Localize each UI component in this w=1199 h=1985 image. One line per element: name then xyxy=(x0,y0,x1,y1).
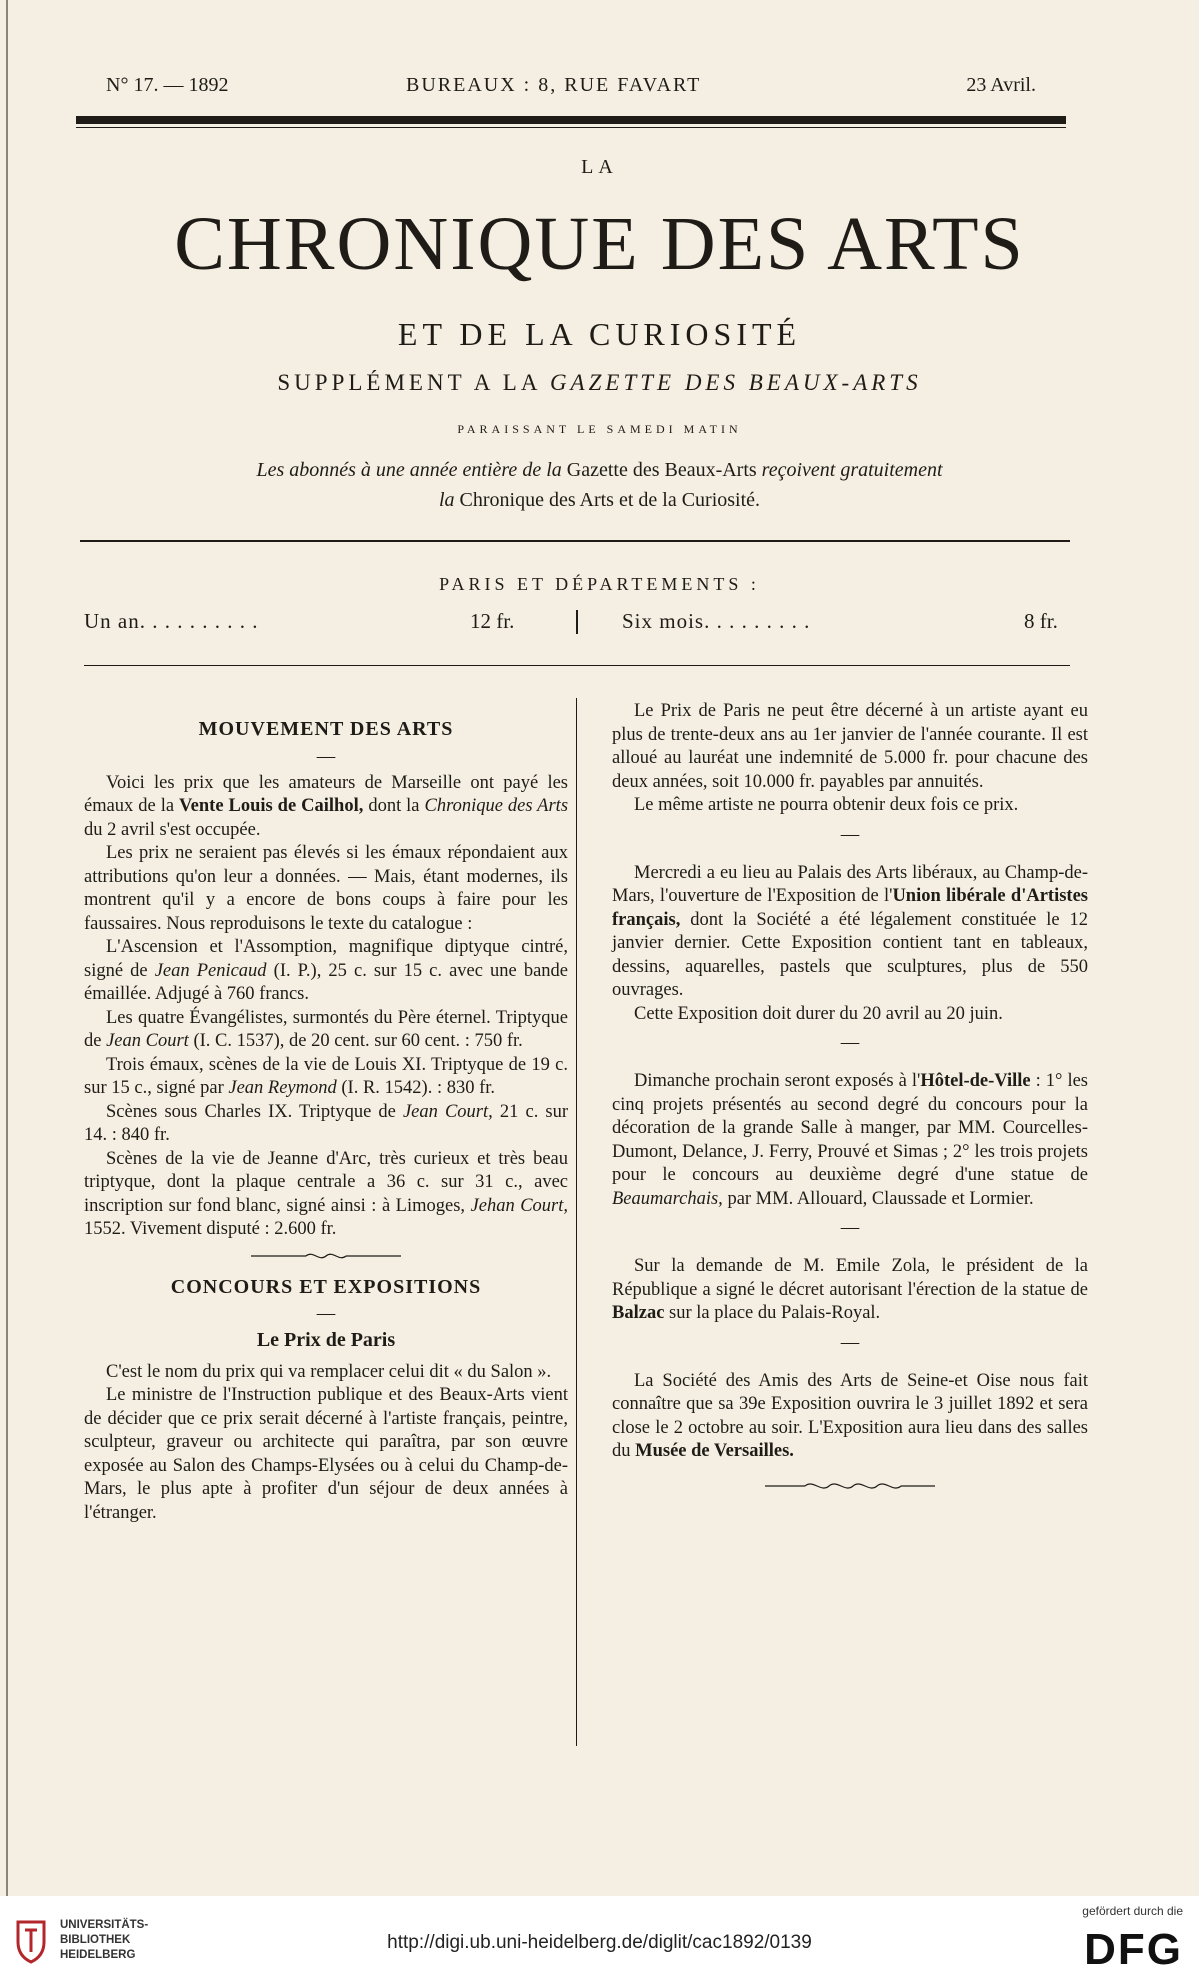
separator-dash: — xyxy=(840,824,860,845)
subscriber-note-1: Les abonnés à une année entière de la xyxy=(256,459,562,481)
paragraph-intro xyxy=(84,772,568,843)
p1b: Vente Louis de Cailhol, xyxy=(179,796,364,816)
university-line-2: BIBLIOTHEK xyxy=(60,1934,131,1946)
price-year-label: Un an. . . . . . . . . . xyxy=(84,609,259,633)
price-half-label: Six mois. . . . . . . . . xyxy=(622,609,811,633)
separator-dash: — xyxy=(316,1304,336,1324)
paragraph-prix-2: Le ministre de l'Instruction publique et des Beaux-Arts vient de décider que ce prix serait décerné à l'artiste français, peintre, sculpteur, graveur ou architecte qui paraîtra, par son œuvre exposée au Salon des Champs-Elysées ou à celui du Champ-de-Mars, le plus apte à profiter d'un séjour de deux années à l'étranger. xyxy=(84,1385,568,1523)
p7b: Jehan Court, xyxy=(470,1195,569,1216)
paragraph-lot-3 xyxy=(84,1054,568,1101)
masthead-rule-thin xyxy=(76,127,1066,128)
funding-label: gefördert durch die xyxy=(1082,1904,1183,1918)
supplement-prefix: SUPPLÉMENT A LA xyxy=(277,370,541,395)
journal-subtitle: ET DE LA CURIOSITÉ xyxy=(397,316,802,352)
p5a: Trois émaux, scènes de la vie de Louis XI. Triptyque de 19 c. sur 15 c., signé par xyxy=(84,1054,568,1098)
p1a: Voici les prix que les amateurs de Marseille ont payé les émaux de la xyxy=(84,772,568,816)
heading-mouvement: MOUVEMENT DES ARTS xyxy=(198,718,454,740)
r7b: Musée de Versailles. xyxy=(635,1441,794,1461)
p3a: L'Ascension et l'Assomption, magnifique diptyque cintré, signé de xyxy=(84,937,568,981)
r6c: sur la place du Palais-Royal. xyxy=(669,1303,881,1323)
p6a: Scènes sous Charles IX. Triptyque de xyxy=(106,1101,396,1122)
p5b: Jean Reymond xyxy=(228,1078,337,1098)
left-column xyxy=(84,718,568,1525)
right-column xyxy=(612,700,1088,1506)
p7a: Scènes de la vie de Jeanne d'Arc, très curieux et très beau triptyque, dont la plaque centrale a 36 c. sur 31 c., avec inscription sur fond blanc, signé ainsi : à Limoges, xyxy=(84,1148,568,1216)
paragraph-union-liberale xyxy=(612,862,1088,1003)
paragraph-lot-2 xyxy=(84,1007,568,1054)
r6a: Sur la demande de M. Emile Zola, le président de la République a signé le décret autorisant l'érection de la statue de xyxy=(612,1256,1088,1300)
price-rule-top xyxy=(80,540,1070,542)
heading-concours: CONCOURS ET EXPOSITIONS xyxy=(170,1275,482,1298)
subscriber-note-4: la xyxy=(438,489,455,511)
price-half: 8 fr. xyxy=(1024,609,1058,633)
masthead-rule xyxy=(76,116,1066,124)
r3b: Union libérale d'Artistes français, xyxy=(612,886,1088,930)
dfg-logo: DFG xyxy=(1084,1925,1183,1974)
supplement-gazette: GAZETTE DES BEAUX-ARTS xyxy=(549,370,922,395)
r5e: par MM. Allouard, Claussade et Lormier. xyxy=(727,1188,1034,1209)
journal-title: CHRONIQUE DES ARTS xyxy=(174,202,1025,286)
paragraph-prices: Les prix ne seraient pas élevés si les émaux répondaient aux attributions qu'on leur a données. — Mais, étant modernes, ils montrent qu'il y a encore de bons coups à faire pour les faussaires. Nous reproduisons le texte du catalogue : xyxy=(84,843,568,934)
separator-dash: — xyxy=(840,1218,860,1238)
p5c: (I. R. 1542). : 830 fr. xyxy=(341,1078,496,1098)
university-line-3: HEIDELBERG xyxy=(60,1949,136,1961)
office-address: BUREAUX : 8, RUE FAVART xyxy=(406,74,702,96)
subscriber-note-2: Gazette des Beaux-Arts xyxy=(566,459,757,481)
title-article: LA xyxy=(581,156,618,178)
paragraph-prix-4: Le même artiste ne pourra obtenir deux fois ce prix. xyxy=(634,795,1019,815)
r5a: Dimanche prochain seront exposés à l' xyxy=(634,1071,921,1091)
paragraph-seine-et-oise xyxy=(612,1370,1088,1464)
separator-dash: — xyxy=(840,1033,860,1053)
issue-date: 23 Avril. xyxy=(966,74,1036,96)
paragraph-lot-5 xyxy=(84,1148,568,1242)
p3b: Jean Penicaud xyxy=(154,960,267,981)
r5b: Hôtel-de-Ville xyxy=(920,1071,1031,1091)
source-url[interactable]: http://digi.ub.uni-heidelberg.de/diglit/cac1892/0139 xyxy=(387,1932,812,1953)
r5d: Beaumarchais, xyxy=(612,1188,723,1209)
column-divider xyxy=(576,698,577,1746)
subscriber-note xyxy=(0,455,1199,515)
r3a: Mercredi a eu lieu au Palais des Arts libéraux, au Champ-de-Mars, l'ouverture de l'Exposition de l' xyxy=(612,862,1088,906)
publication-schedule: PARAISSANT LE SAMEDI MATIN xyxy=(457,422,742,436)
paragraph-prix-1: C'est le nom du prix qui va remplacer celui dit « du Salon ». xyxy=(106,1361,552,1382)
p4c: (I. C. 1537), de 20 cent. sur 60 cent. : 750 fr. xyxy=(193,1031,523,1051)
flourish-icon xyxy=(765,1479,935,1493)
separator-dash: — xyxy=(840,1332,860,1353)
separator-dash: — xyxy=(316,746,336,767)
prices-heading: PARIS ET DÉPARTEMENTS : xyxy=(439,574,760,594)
university-line-1: UNIVERSITÄTS- xyxy=(60,1919,149,1931)
p6b: Jean Court, xyxy=(402,1101,493,1122)
paragraph-exposition-dates: Cette Exposition doit durer du 20 avril au 20 juin. xyxy=(634,1003,1003,1024)
r5c: : 1° les cinq projets présentés au second degré du concours pour la décoration de la grande Salle à manger, par MM. Courcelles-Dumont, Delance, J. Ferry, Prouvé et Simas ; 2° les trois projets pour le concours au deuxième degré d'une statue de xyxy=(612,1071,1089,1185)
p1c: dont la xyxy=(368,796,420,816)
p3c: (I. P.), 25 c. sur 15 c. avec une bande émaillée. Adjugé à 760 francs. xyxy=(84,960,569,1004)
supplement-line xyxy=(0,370,1199,396)
price-divider xyxy=(576,610,578,634)
r3c: dont la Société a été légalement constituée le 12 janvier dernier. Cette Exposition contient tant en tableaux, dessins, aquarelles, pastels que sculptures, plus de 550 ouvrages. xyxy=(612,909,1089,1000)
masthead-top xyxy=(106,74,1036,102)
issue-number: N° 17. — 1892 xyxy=(106,74,229,96)
paragraph-prix-3: Le Prix de Paris ne peut être décerné à un artiste ayant eu plus de trente-deux ans au 1er janvier de l'année courante. Il est alloué au lauréat une indemnité de 5.000 fr. pour chacune des deux années, soit 10.000 fr. payables par annuités. xyxy=(612,701,1088,792)
p1d: Chronique des Arts xyxy=(424,796,569,816)
paragraph-balzac xyxy=(612,1255,1088,1326)
paragraph-lot-4 xyxy=(84,1101,568,1148)
digitization-footer xyxy=(0,1896,1199,1985)
p1e: du 2 avril s'est occupée. xyxy=(84,819,261,840)
subscriber-note-5: Chronique des Arts et de la Curiosité. xyxy=(459,489,761,511)
p4b: Jean Court xyxy=(106,1031,189,1051)
p4a: Les quatre Évangélistes, surmontés du Père éternel. Triptyque de xyxy=(84,1007,568,1051)
r7a: La Société des Amis des Arts de Seine-et Oise nous fait connaître que sa 39e Exposition ouvrira le 3 juillet 1892 et sera close le 2 octobre au soir. L'Exposition aura lieu dans des salles du xyxy=(612,1370,1088,1461)
subscriber-note-3: reçoivent gratuitement xyxy=(761,459,943,481)
price-rule-bottom xyxy=(84,665,1070,666)
price-year: 12 fr. xyxy=(470,609,515,633)
paragraph-hotel-de-ville xyxy=(612,1070,1088,1211)
r6b: Balzac xyxy=(612,1303,665,1323)
heading-prix-paris: Le Prix de Paris xyxy=(256,1329,396,1351)
paragraph-lot-1 xyxy=(84,936,568,1007)
p6c: 21 c. sur 14. : 840 fr. xyxy=(84,1101,569,1145)
flourish-icon xyxy=(251,1249,401,1263)
p7c: 1552. Vivement disputé : 2.600 fr. xyxy=(84,1219,337,1239)
ornament-divider xyxy=(84,1242,568,1276)
ornament-end xyxy=(612,1472,1088,1506)
